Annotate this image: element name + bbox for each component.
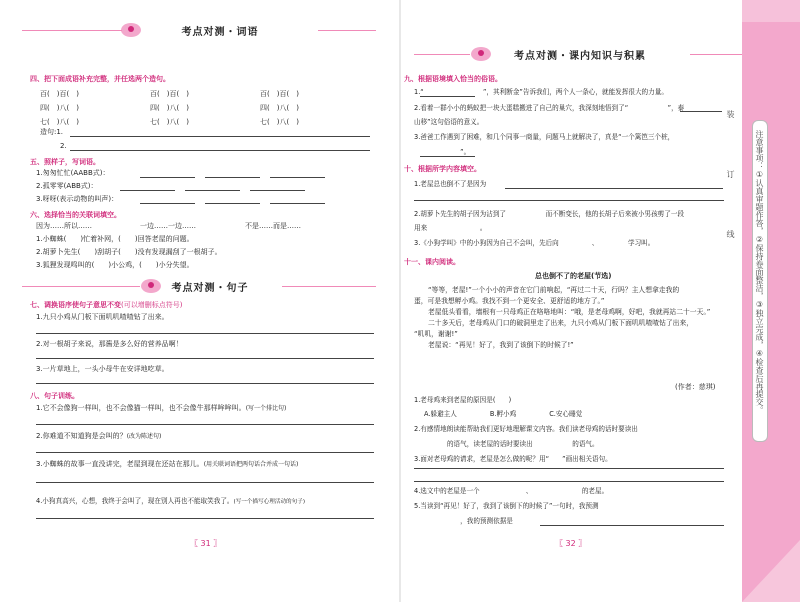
idiom-cell: 四( )八( )	[150, 104, 189, 112]
fill-item: 2.胡萝卜先生( )刮胡子( )没有发现漏刮了一根胡子。	[36, 248, 222, 256]
answer-line[interactable]	[414, 468, 724, 469]
connective-option: 一边……一边……	[140, 222, 196, 230]
answer-line[interactable]	[140, 177, 195, 178]
banner-title: 考点对测・词语	[181, 26, 259, 38]
idiom-cell: 百( )百( )	[150, 90, 189, 98]
page-number-value: 31	[200, 539, 211, 548]
answer-line[interactable]	[36, 383, 374, 384]
word-item: 2.孤零零(ABB式)：	[36, 182, 98, 190]
connective-option: 不是……而是……	[245, 222, 301, 230]
answer-line[interactable]	[205, 203, 260, 204]
idiom-cell: 百( )百( )	[260, 90, 299, 98]
section-7-heading: 七、调换语序使句子意思不变	[30, 301, 121, 309]
idiom-grid	[40, 88, 360, 128]
fill-item: 3.狐狸发现鸣叫的( )小公鸡，( )小分失望。	[36, 261, 194, 269]
story-passage	[414, 285, 730, 351]
task-note: (用关联词语把两句话合并成一句话)	[203, 461, 299, 468]
answer-line[interactable]	[70, 150, 370, 151]
sentence-item	[36, 432, 161, 441]
question: ，我的预测依据是	[414, 517, 513, 525]
section-7-note: (可以增删标点符号)	[121, 301, 183, 309]
fill-item: 1.老屋总也倒不了是因为	[414, 180, 487, 188]
sentence-text: 1.它不会像狗一样叫，也不会像猫一样叫，也不会像牛那样哞哞叫。	[36, 404, 246, 412]
answer-line[interactable]	[36, 482, 374, 483]
sentence-item: 1.九只小鸡从门板下面叽叽喳喳钻了出来。	[36, 313, 169, 321]
story-paragraph: “叽叽，谢谢!”	[414, 330, 458, 338]
answer-line[interactable]	[36, 358, 374, 359]
flower-icon	[140, 276, 162, 294]
fill-item: 2.胡萝卜先生的胡子因为沾到了 而不断变长，他的长胡子后来被小男孩剪了一段	[414, 210, 685, 218]
fill-item: ”。	[414, 148, 471, 156]
answer-line[interactable]	[120, 190, 175, 191]
answer-line[interactable]	[270, 203, 325, 204]
fill-item: 2.看着一群小小的蚂蚁把一块大蛋糕搬进了自己的巢穴，我深刻地悟到了“ ”，泰	[414, 104, 685, 112]
idiom-cell: 七( )八( )	[260, 118, 299, 126]
flower-icon	[470, 44, 492, 62]
fill-item: 山移”这句俗语的意义。	[414, 118, 484, 126]
page-number-value: 32	[565, 539, 576, 548]
side-stripe-cap	[742, 0, 800, 22]
word-item: 3.呀呀(表示动物的叫声)：	[36, 195, 119, 203]
sentence-label-2: 2.	[60, 142, 67, 150]
sentence-label-1: 造句:1.	[40, 128, 64, 136]
banner-title: 考点对测・课内知识与积累	[514, 50, 646, 62]
answer-line[interactable]	[680, 111, 722, 112]
side-stripe-notch	[742, 540, 800, 602]
sentence-item	[36, 404, 286, 413]
notes-text: 注意事项：①认真审题作答，②保持卷面整洁，③独立完成，④检查后再提交。	[755, 130, 764, 414]
idiom-cell: 四( )八( )	[260, 104, 299, 112]
fill-item: 用来 。	[414, 224, 487, 232]
section-11-title: 十一、课内阅读。	[404, 258, 460, 266]
sentence-item: 3.一片草地上，一头小母牛在安详地吃草。	[36, 365, 169, 373]
banner-vocabulary	[120, 22, 320, 38]
answer-line[interactable]	[250, 190, 305, 191]
task-note: (写一个排比句)	[245, 405, 287, 412]
binding-line-label: 装 订 线	[726, 110, 735, 240]
sentence-item	[36, 497, 305, 507]
question: 的语气，读老屋的话时要读出 的语气。	[414, 440, 599, 448]
section-5-title: 五、照样子，写词语。	[30, 158, 100, 166]
answer-line[interactable]	[420, 96, 475, 97]
section-8-title: 八、句子训练。	[30, 392, 79, 400]
answer-line[interactable]	[420, 156, 475, 157]
page-number-right: 〖 32 〗	[555, 539, 587, 548]
sentence-item	[36, 460, 298, 469]
choice-options: A.躲避主人 B.孵小鸡 C.安心睡觉	[424, 410, 583, 418]
answer-line[interactable]	[36, 452, 374, 453]
story-paragraph: “等等，老屋!”一个小小的声音在它门前响起，“再过二十天，行吗？主人想拿走我的	[428, 286, 680, 294]
page-number-left: 〖 31 〗	[190, 539, 222, 548]
section-9-title: 九、根据语境填入恰当的俗语。	[404, 75, 502, 83]
idiom-cell: 四( )八( )	[40, 104, 79, 112]
fill-item: 1.“ ”，其利断金”告诉我们，两个人一条心，就能发挥很大的力量。	[414, 88, 668, 96]
section-4-title: 四、把下面成语补充完整，并任选两个造句。	[30, 75, 170, 83]
sentence-text: 4.小狗真高兴，心想，我终于会叫了，现在别人再也不能取笑我了。	[36, 497, 234, 505]
word-item: 1.匆匆忙忙(AABB式)：	[36, 169, 110, 177]
fill-item: 3.爸爸工作遇到了困难，和几个同事一商量，问题马上就解决了，真是“一个篱笆三个桩，	[414, 133, 675, 141]
story-author: (作者：慈琪)	[675, 383, 716, 391]
banner-sentences	[140, 278, 280, 294]
story-title: 总也倒不了的老屋(节选)	[535, 272, 612, 280]
question: 1.老母鸡来到老屋的原因是( )	[414, 396, 512, 404]
story-paragraph: 蛋，可是我想孵小鸡。我找不到一个更安全、更舒适的地方了。”	[414, 297, 605, 305]
task-note: (写一个描写心理活动的句子)	[233, 499, 306, 505]
banner-knowledge	[470, 46, 690, 62]
section-7-title	[30, 300, 182, 310]
answer-line[interactable]	[36, 333, 374, 334]
idiom-cell: 七( )八( )	[40, 118, 79, 126]
fill-item: 1.小蜘蛛( )忙着补网，( )回答老屋的问题。	[36, 235, 194, 243]
connective-option: 因为……所以……	[36, 222, 92, 230]
section-6-title: 六、选择恰当的关联词填空。	[30, 211, 121, 219]
question: 3.面对老母鸡的请求，老屋是怎么做的呢？用“ ”画出相关语句。	[414, 455, 612, 463]
story-paragraph: 老屋说：“再见！好了，我到了该倒下的时候了!”	[428, 341, 574, 349]
answer-line[interactable]	[205, 177, 260, 178]
side-stripe	[742, 0, 800, 602]
answer-line[interactable]	[505, 188, 723, 189]
fill-item: 3.《小狗学叫》中的小狗因为自己不会叫，先后向 、 学习叫。	[414, 239, 655, 247]
sentence-text: 3.小蜘蛛的故事一直没讲完，老屋到现在还站在那儿。	[36, 460, 204, 468]
answer-line[interactable]	[185, 190, 240, 191]
question: 5.当读到“再见！好了，我到了该倒下的时候了”一句时，我预测	[414, 502, 599, 510]
answer-line[interactable]	[70, 136, 370, 137]
story-paragraph: 二十多天后，老母鸡从门口的破洞里走了出来，九只小鸡从门板下面叽叽喳喳钻了出来，	[428, 319, 694, 327]
question: 2.有感情地朗读能帮助我们更好地理解课文内容。我们读老母鸡的话时要读出	[414, 425, 638, 433]
answer-line[interactable]	[36, 518, 374, 519]
sentence-item: 2.对一根胡子来说，那酱是多么好的营养品啊！	[36, 340, 183, 348]
sentence-text: 2.你难道不知道狗是会叫的？	[36, 432, 127, 440]
story-paragraph: 老屋低头看看，墙根有一只母鸡正在咯咯地叫：“哦，是老母鸡啊，好吧，我就再站二十一天。”	[428, 308, 711, 316]
flower-icon	[120, 20, 142, 38]
answer-line[interactable]	[540, 525, 724, 526]
answer-line[interactable]	[140, 203, 195, 204]
idiom-cell: 七( )八( )	[150, 118, 189, 126]
section-10-title: 十、根据所学内容填空。	[404, 165, 481, 173]
answer-line[interactable]	[36, 424, 374, 425]
task-note: (改为陈述句)	[126, 433, 162, 440]
answer-line[interactable]	[414, 481, 724, 482]
answer-line[interactable]	[414, 200, 724, 201]
idiom-cell: 百( )百( )	[40, 90, 79, 98]
banner-title: 考点对测・句子	[171, 282, 249, 294]
question: 4.选文中的老屋是一个 、 的老屋。	[414, 487, 609, 495]
answer-line[interactable]	[270, 177, 325, 178]
